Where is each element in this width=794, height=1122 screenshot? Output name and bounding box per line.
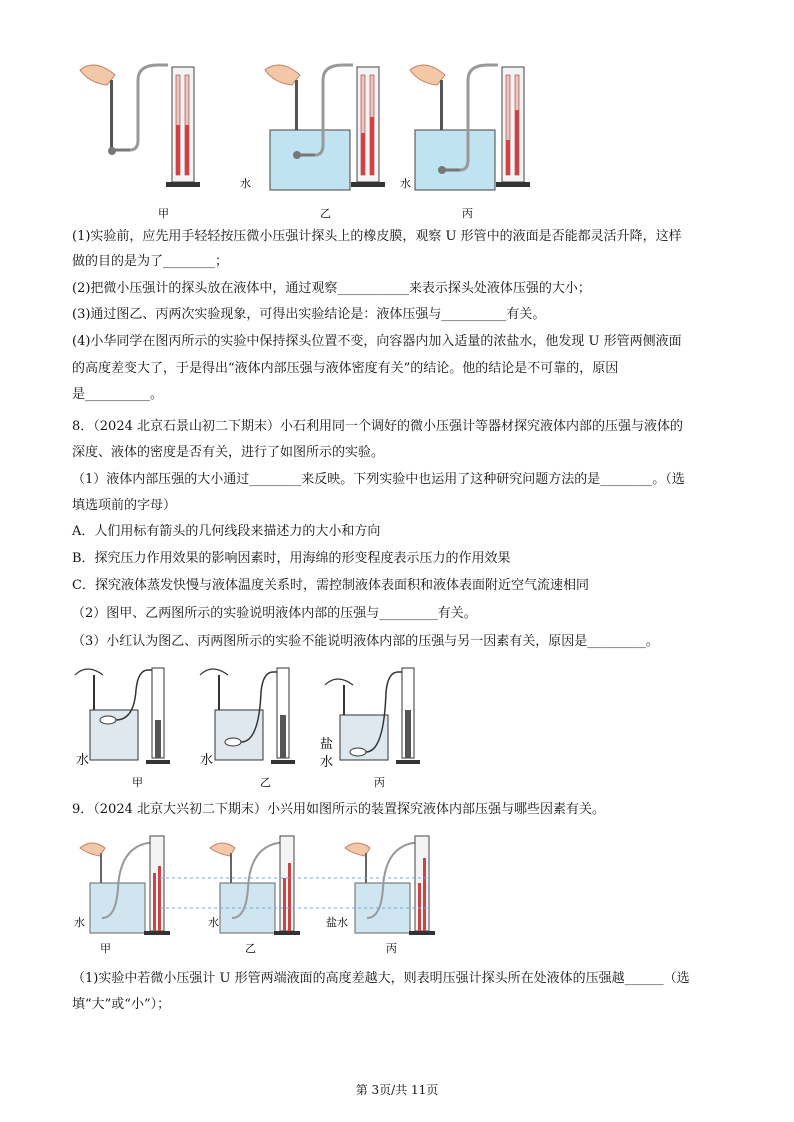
setup-jia bbox=[80, 65, 200, 187]
caption: 乙 bbox=[320, 207, 331, 220]
setup-bing bbox=[410, 65, 530, 190]
text-line: （1)实验中若微小压强计 U 形管两端液面的高度差越大，则表明压强计探头所在处液体的压强越______（选 bbox=[72, 971, 690, 986]
setup-yi bbox=[210, 836, 300, 935]
question-9-header: 9．（2024 北京大兴初二下期末）小兴用如图所示的装置探究液体内部压强与哪些因素有关。 bbox=[72, 802, 605, 817]
setup-jia bbox=[75, 668, 170, 764]
liquid-label: 水 bbox=[208, 916, 219, 929]
liquid-label: 盐水 bbox=[326, 916, 348, 929]
setup-bing bbox=[345, 836, 435, 935]
text-line: 填选项前的字母） bbox=[72, 498, 177, 513]
caption: 甲 bbox=[132, 776, 143, 789]
text-line: 是__________。 bbox=[72, 387, 164, 402]
liquid-label: 水 bbox=[76, 753, 90, 768]
text-line: 做的目的是为了________； bbox=[72, 254, 229, 269]
caption: 乙 bbox=[260, 776, 271, 789]
figure-3-pressure-gauge bbox=[70, 828, 450, 958]
text-line: (2)把微小压强计的探头放在液体中，通过观察___________来表示探头处液体压强的大小； bbox=[72, 281, 591, 296]
liquid-label: 水 bbox=[320, 755, 334, 770]
text-line: （1）液体内部压强的大小通过________来反映。下列实验中也运用了这种研究问题方法的是________。（选 bbox=[72, 472, 685, 487]
caption: 甲 bbox=[158, 207, 169, 220]
setup-yi bbox=[265, 65, 385, 190]
liquid-label: 水 bbox=[200, 753, 214, 768]
option-a: A．人们用标有箭头的几何线段来描述力的大小和方向 bbox=[72, 524, 381, 539]
setup-yi bbox=[200, 668, 295, 764]
text-line: （2）图甲、乙两图所示的实验说明液体内部的压强与_________有关。 bbox=[72, 606, 477, 621]
liquid-label: 水 bbox=[240, 177, 251, 190]
caption: 丙 bbox=[462, 207, 473, 220]
figure-1-pressure-gauge bbox=[70, 55, 540, 230]
text-line: (3)通过图乙、丙两次实验现象，可得出实验结论是：液体压强与__________有关。 bbox=[72, 307, 546, 322]
liquid-label: 水 bbox=[74, 916, 85, 929]
text-line: (1)实验前，应先用手轻轻按压微小压强计探头上的橡皮膜，观察 U 形管中的液面是否能都灵活升降，这样 bbox=[72, 229, 682, 244]
option-b: B．探究压力作用效果的影响因素时，用海绵的形变程度表示压力的作用效果 bbox=[72, 551, 511, 566]
liquid-label: 盐 bbox=[320, 737, 334, 752]
question-8-header: 8．（2024 北京石景山初二下期末）小石利用同一个调好的微小压强计等器材探究液体内部的压强与液体的 bbox=[72, 419, 683, 434]
caption: 甲 bbox=[100, 942, 111, 955]
text-line: （3）小红认为图乙、丙两图所示的实验不能说明液体内部的压强与另一因素有关，原因是_________。 bbox=[72, 634, 659, 649]
liquid-label: 水 bbox=[400, 177, 411, 190]
option-c: C．探究液体蒸发快慢与液体温度关系时，需控制液体表面积和液体表面附近空气流速相同 bbox=[72, 578, 589, 593]
caption: 丙 bbox=[374, 776, 385, 789]
setup-jia bbox=[80, 836, 170, 935]
setup-bing bbox=[325, 668, 420, 764]
text-line: 深度、液体的密度是否有关，进行了如图所示的实验。 bbox=[72, 445, 385, 460]
figure-2-pressure-gauge bbox=[70, 660, 430, 795]
text-line: 填“大”或“小”）； bbox=[72, 997, 171, 1012]
text-line: 的高度差变大了，于是得出“液体内部压强与液体密度有关”的结论。他的结论是不可靠的，原因 bbox=[72, 361, 619, 376]
page-number: 第 3页/共 11页 bbox=[355, 1083, 439, 1097]
caption: 乙 bbox=[245, 942, 256, 955]
text-line: (4)小华同学在图丙所示的实验中保持探头位置不变，向容器内加入适量的浓盐水，他发现 U 形管两侧液面 bbox=[72, 334, 682, 349]
caption: 丙 bbox=[386, 942, 397, 955]
